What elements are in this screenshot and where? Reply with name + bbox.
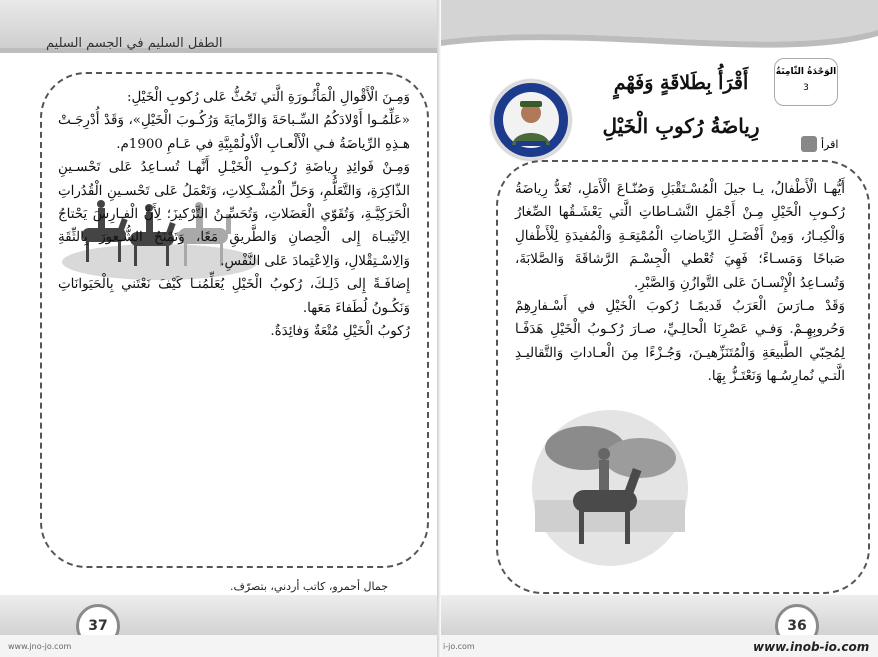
- read-label-box: [801, 133, 851, 155]
- left-paragraph-5: رُكوبُ الْخَيْلِ مُتْعَةٌ وَفائِدَةٌ.: [270, 324, 410, 340]
- right-footer-url: i-jo.com: [443, 642, 475, 651]
- left-body-text: [58, 86, 410, 343]
- book-icon: [801, 136, 817, 152]
- left-footer-url: www.jno-jo.com: [8, 642, 72, 651]
- site-watermark: www.inob-io.com: [753, 640, 870, 654]
- lesson-heading: أَقْرَأُ بِطَلاقَةٍ وَفَهْمٍ: [613, 72, 749, 94]
- right-page: [441, 0, 878, 657]
- left-page-number: 37: [76, 604, 120, 648]
- unit-number: 3: [803, 83, 809, 93]
- read-label: اقرأ: [821, 137, 839, 151]
- left-paragraph-4: إِضافَـةً إِلى ذَلِـكَ، رُكوبُ الْخَيْلِ يُعَلِّمُنـا كَيْفَ نَعْتَني بِالْحَيَوانَاتِ وَنَكُـونُ لُطَفاءَ مَعَها.: [58, 277, 410, 316]
- left-footer: [0, 595, 441, 635]
- left-paragraph-1: وَمِـنَ الْأَقْوالِ الْمَأْثُـورَةِ الَّتي تَحُثُّ عَلى رُكوبِ الْخَيْلِ:: [127, 90, 410, 105]
- portrait-icon: [494, 83, 568, 157]
- lesson-title: رِياضَةُ رُكوبِ الْخَيْلِ: [602, 114, 760, 138]
- right-body-text: [515, 178, 845, 389]
- running-head: الطفل السليم في الجسم السليم: [46, 36, 223, 51]
- right-paragraph-1: أَيُّهـا الْأَطْفالُ، يـا جيلَ الْمُسْـتَقْبَلِ وَصُنّـاعَ الْأَمَلِ، تُعَدُّ رِياضَةُ رُكـوبِ الْخَيْلِ مِـنْ أَجْمَلِ النَّشـاطاتِ الَّتي يَعْشَـقُها الصِّغارُ وَالْكِبـارُ، وَمِنْ أَفْضَـلِ الرِّياضاتِ الْمُمْتِعَـةِ وَالْمُفيدَةِ لِلْأَطْفالِ صَباحًا وَمَسـاءً؛ فَهِيَ تُعْطي الْجِسْـمَ الرَّشاقَةَ وَالصَّلابَةَ، وَتُسـاعِدُ الْإِنْسـانَ عَلى التَّوازُنِ وَالصَّبْرِ.: [515, 182, 845, 291]
- portrait-seal: [491, 80, 571, 160]
- left-paragraph-2: «عَلِّمُـوا أَوْلادَكُمُ السِّـباحَةَ وَالرِّمايَةَ وَرُكُـوبَ الْخَيْلِ»، وَقَدْ أُدْرِجَـتْ هـذِهِ الرِّياضَةُ فـي الْأَلْعـابِ الْأولُمْبِيَّةِ في عَـامِ 1900م.: [58, 113, 410, 152]
- right-page-number: 36: [775, 604, 819, 648]
- rider-illustration: [525, 408, 695, 568]
- author-credit: جمال أحمرو، كاتب أردني، بتصرّف.: [230, 580, 389, 593]
- right-paragraph-2: وَقَدْ مـارَسَ الْعَرَبُ قَديمًـا رُكوبَ الْخَيْلِ في أَسْـفارِهِمْ وَحُروبِهِـمْ. وَفـي عَصْرِنَا الْحالِـيِّ، صـارَ رُكـوبُ الْخَيْلِ هَدَفًـا لِمُحِبّي الطَّبيعَةِ وَالْمُتَنَزِّهيـنَ، وَجُـزْءًا مِنَ الْعـاداتِ وَالتَّقاليـدِ الَّتـي نُمارِسُـها وَنَعْتَـزُّ بِهَا.: [515, 299, 845, 385]
- right-header-wave: [441, 0, 878, 60]
- left-paragraph-3: وَمِـنْ فَوائِدِ رِياضَةِ رُكـوبِ الْخَيْـلِ أَنَّهـا تُسـاعِدُ عَلى تَحْسـينِ الذّاكِرَةِ، وَالتَّعَلُّمِ، وَحَلِّ الْمُشْـكِلاتِ، وَتَعْمَلُ عَلى تَحْسـينِ الْقُدُراتِ الْحَرَكِيَّـةِ، وَتُقَوّي الْعَضَلاتِ، وَتُحَسِّـنُ التَّرْكيزَ؛ لِأَنَّ الْفـارِسَ يَحْتاجُ الِانْتِبـاهَ إِلى الْحِصانِ وَالطَّريقِ مَعًا، وَتَمْنَحُ الشُّـعورَ بِالثِّقَةِ وَالِاسْـتِقْلالِ، وَالِاعْتِمادَ عَلى النَّفْسِ.: [58, 160, 410, 269]
- unit-label: الوَحْدَةُ الثّامِنَةُ: [775, 67, 837, 77]
